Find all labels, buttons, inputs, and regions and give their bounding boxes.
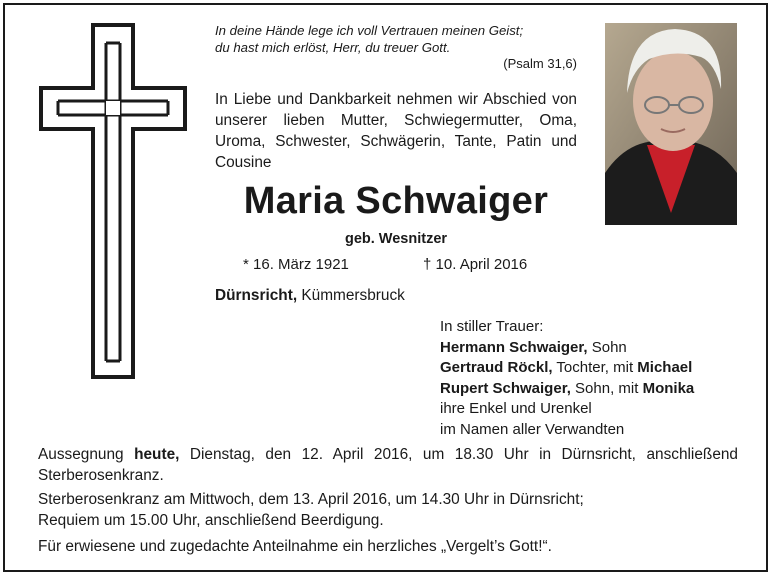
mourner-relation: Sohn, mit — [570, 379, 643, 397]
intro-text: In Liebe und Dankbarkeit nehmen wir Abschied von unserer lieben Mutter, Schwiegermutter, Oma, Uroma, Schwester, Schwägerin, Tante, Patin und Cousine — [215, 91, 577, 171]
mourner-row — [440, 338, 740, 359]
mourner-relation: Tochter, mit — [552, 359, 638, 376]
mourner-partner: Monika — [642, 379, 695, 397]
mourner-row: ihre Enkel und Urenkel — [440, 400, 592, 417]
portrait-photo — [605, 23, 737, 225]
mourner-name: Hermann Schwaiger, — [440, 338, 588, 356]
cross-icon — [38, 23, 188, 379]
portrait-image — [605, 23, 737, 225]
mourner-relation: Sohn — [587, 338, 627, 356]
residence — [215, 287, 405, 305]
psalm-verse — [215, 22, 577, 56]
mourners-heading: In stiller Trauer: — [440, 318, 544, 335]
blessing-details: Dienstag, den 12. April 2016, um 18.30 Uhr in Dürnsricht, anschließend Sterberosenkranz. — [38, 446, 738, 484]
mourner-name: Gertraud Röckl, — [440, 359, 553, 376]
deceased-name: Maria Schwaiger — [243, 180, 549, 222]
blessing-pre: Aussegnung — [38, 446, 135, 463]
blessing-today: heute, — [134, 446, 180, 463]
mourner-partner: Michael — [637, 359, 693, 376]
blessing-notice — [38, 444, 738, 486]
mourner-row: im Namen aller Verwandten — [440, 420, 625, 438]
thanks-notice: Für erwiesene und zugedachte Anteilnahme ein herzliches „Vergelt’s Gott!“. — [38, 538, 552, 555]
requiem-notice — [38, 489, 738, 531]
mourner-name: Rupert Schwaiger, — [440, 379, 571, 397]
requiem-line: Requiem um 15.00 Uhr, anschließend Beerdigung. — [38, 512, 384, 529]
mourner-row — [440, 379, 740, 400]
rosary-line: Sterberosenkranz am Mittwoch, dem 13. April 2016, um 14.30 Uhr in Dürnsricht; — [38, 491, 584, 508]
residence-region: Kümmersbruck — [297, 287, 405, 304]
verse-reference: (Psalm 31,6) — [503, 56, 577, 71]
birth-date: * 16. März 1921 — [243, 256, 349, 273]
residence-town: Dürnsricht, — [215, 287, 298, 304]
verse-line-2: du hast mich erlöst, Herr, du treuer Gott. — [215, 40, 451, 55]
verse-line-1: In deine Hände lege ich voll Vertrauen meinen Geist; — [215, 23, 524, 38]
mourner-row — [440, 358, 740, 379]
death-date: † 10. April 2016 — [423, 256, 528, 273]
mourners-list — [440, 317, 740, 440]
birth-name: geb. Wesnitzer — [344, 231, 448, 247]
